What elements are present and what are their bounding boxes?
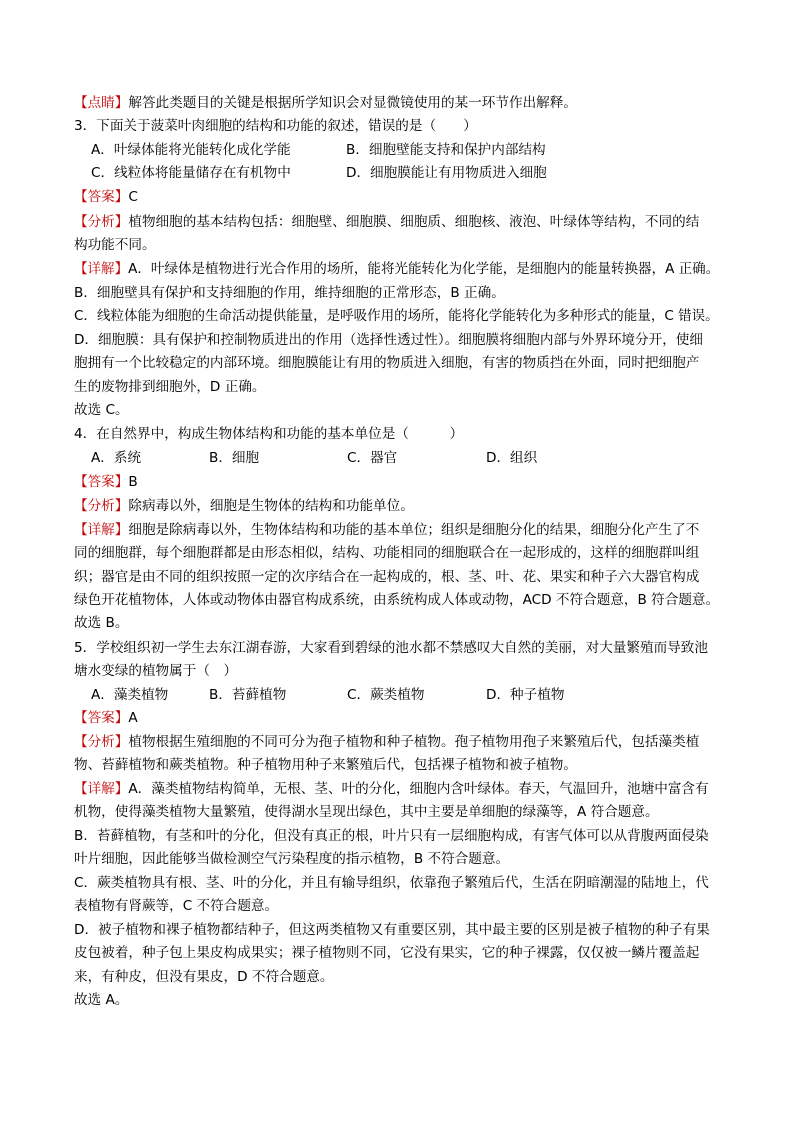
q3-conclusion: 故选 C。 — [74, 402, 129, 418]
q3-detail-c: C．线粒体能为细胞的生命活动提供能量，是呼吸作用的场所，能将化学能转化为多种形式的能量，C 错误。 — [74, 308, 719, 324]
question-5-stem-2: 塘水变绿的植物属于（ ） — [74, 663, 238, 679]
analysis-tag: 【分析】 — [74, 498, 129, 514]
dianjing-text: 解答此类题目的关键是根据所学知识会对显微镜使用的某一环节作出解释。 — [128, 95, 577, 111]
q3-analysis-line-2: 构功能不同。 — [74, 237, 156, 253]
detail-tag: 【详解】 — [74, 261, 129, 277]
detail-tag: 【详解】 — [74, 781, 129, 797]
q5-option-a: A．藻类植物 — [91, 687, 169, 703]
q4-detail-line-1 — [74, 520, 699, 540]
analysis-tag: 【分析】 — [74, 214, 129, 230]
q5-detail-b1: B．苔藓植物，有茎和叶的分化，但没有真正的根，叶片只有一层细胞构成，有害气体可以从背腹两面侵染 — [74, 828, 709, 844]
q4-analysis-text: 除病毒以外，细胞是生物体的结构和功能单位。 — [128, 498, 414, 514]
answer-tag: 【答案】 — [74, 710, 129, 726]
q3-detail-b: B．细胞壁具有保护和支持细胞的作用，维持细胞的正常形态，B 正确。 — [74, 285, 505, 301]
q3-option-d: D．细胞膜能让有用物质进入细胞 — [346, 165, 547, 181]
q4-option-b: B．细胞 — [209, 450, 260, 466]
q4-detail-2: 同的细胞群，每个细胞群都是由形态相似，结构、功能相同的细胞联合在一起形成的，这样的细胞群叫组 — [74, 545, 700, 561]
q4-detail-1: 细胞是除病毒以外，生物体结构和功能的基本单位；组织是细胞分化的结果，细胞分化产生了不 — [128, 522, 700, 538]
q3-detail-a: A．叶绿体是植物进行光合作用的场所，能将光能转化为化学能，是细胞内的能量转换器，A 正确。 — [128, 261, 720, 277]
q4-conclusion: 故选 B。 — [74, 615, 129, 631]
q4-answer-line — [74, 472, 138, 492]
q4-answer: B — [128, 474, 138, 490]
q4-option-a: A．系统 — [91, 450, 142, 466]
question-3-stem: 3．下面关于菠菜叶肉细胞的结构和功能的叙述，错误的是（ ） — [74, 118, 477, 134]
q3-option-c: C．线粒体将能量储存在有机物中 — [91, 165, 291, 181]
q5-analysis-text: 植物根据生殖细胞的不同可分为孢子植物和种子植物。孢子植物用孢子来繁殖后代，包括藻类植 — [128, 734, 700, 750]
q3-answer: C — [128, 189, 138, 205]
q3-option-b: B．细胞壁能支持和保护内部结构 — [346, 142, 546, 158]
q4-option-d: D．组织 — [486, 450, 538, 466]
q5-analysis-line-1 — [74, 732, 699, 752]
q3-analysis-line-1 — [74, 212, 699, 232]
q5-detail-c2: 表植物有肾蕨等，C 不符合题意。 — [74, 898, 279, 914]
q5-detail-d3: 来，有种皮，但没有果皮，D 不符合题意。 — [74, 969, 334, 985]
question-5-stem-1: 5．学校组织初一学生去东江湖春游，大家看到碧绿的池水都不禁感叹大自然的美丽，对大量繁殖而导致池 — [74, 640, 708, 656]
question-4-stem: 4．在自然界中，构成生物体结构和功能的基本单位是（ ） — [74, 426, 464, 442]
q5-detail-d2: 皮包被着，种子包上果皮构成果实；裸子植物则不同，它没有果实，它的种子裸露，仅仅被一鳞片覆盖起 — [74, 945, 700, 961]
q5-detail-d1: D．被子植物和裸子植物都结种子，但这两类植物又有重要区别，其中最主要的区别是被子植物的种子有果 — [74, 922, 710, 938]
q5-option-b: B．苔藓植物 — [209, 687, 287, 703]
q5-detail-a1: A．藻类植物结构简单，无根、茎、叶的分化，细胞内含叶绿体。春天，气温回升，池塘中富含有 — [128, 781, 709, 797]
q5-option-d: D．种子植物 — [486, 687, 565, 703]
q5-detail-c1: C．蕨类植物具有根、茎、叶的分化，并且有输导组织，依靠孢子繁殖后代，生活在阴暗潮湿的陆地上，代 — [74, 875, 709, 891]
q3-option-a: A．叶绿体能将光能转化成化学能 — [91, 142, 291, 158]
dianjing-line — [74, 93, 577, 113]
q5-answer-line — [74, 708, 138, 728]
q3-detail-d-2: 胞拥有一个比较稳定的内部环境。细胞膜能让有用的物质进入细胞，有害的物质挡在外面，同时把细胞产 — [74, 355, 700, 371]
detail-tag: 【详解】 — [74, 522, 129, 538]
q4-detail-3: 织；器官是由不同的组织按照一定的次序结合在一起构成的，根、茎、叶、花、果实和种子六大器官构成 — [74, 569, 700, 585]
q4-analysis-line — [74, 496, 414, 516]
q3-analysis-text: 植物细胞的基本结构包括：细胞壁、细胞膜、细胞质、细胞核、液泡、叶绿体等结构，不同的结 — [128, 214, 700, 230]
q5-detail-a2: 机物，使得藻类植物大量繁殖，使得湖水呈现出绿色，其中主要是单细胞的绿藻等，A 符合题意。 — [74, 804, 659, 820]
q4-detail-4: 绿色开花植物体，人体或动物体由器官构成系统，由系统构成人体或动物，ACD 不符合题意，B 符合题意。 — [74, 592, 720, 608]
q3-detail-d-3: 生的废物排到细胞外，D 正确。 — [74, 379, 266, 395]
q3-detail-line-a — [74, 259, 719, 279]
q3-answer-line — [74, 187, 138, 207]
dianjing-tag: 【点睛】 — [74, 95, 129, 111]
q5-conclusion: 故选 A。 — [74, 992, 129, 1008]
answer-tag: 【答案】 — [74, 474, 129, 490]
analysis-tag: 【分析】 — [74, 734, 129, 750]
q5-detail-b2: 叶片细胞，因此能够当做检测空气污染程度的指示植物，B 不符合题意。 — [74, 851, 510, 867]
q3-detail-d-1: D．细胞膜：具有保护和控制物质进出的作用（选择性透过性）。细胞膜将细胞内部与外界环境分开，使细 — [74, 332, 703, 348]
answer-tag: 【答案】 — [74, 189, 129, 205]
q5-detail-line-a1 — [74, 779, 709, 799]
q4-option-c: C．器官 — [347, 450, 398, 466]
q5-analysis-line-2: 物、苔藓植物和蕨类植物。种子植物用种子来繁殖后代，包括裸子植物和被子植物。 — [74, 757, 577, 773]
q5-answer: A — [128, 710, 138, 726]
q5-option-c: C．蕨类植物 — [347, 687, 425, 703]
